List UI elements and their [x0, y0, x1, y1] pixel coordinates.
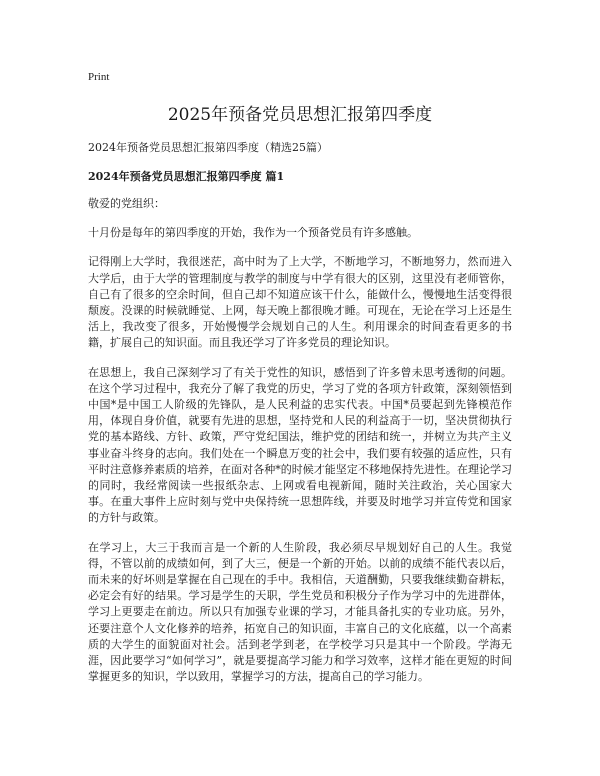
section-heading: 2024年预备党员思想汇报第四季度 篇1 [88, 170, 285, 183]
page-title: 2025年预备党员思想汇报第四季度 [167, 105, 433, 125]
paragraph-study: 在学习上，大三于我而言是一个新的人生阶段，我必须尽早规划好自己的人生。我觉得，不管以前的成绩如何，到了大三，便是一个新的开始。以前的成绩不能代表以后，而未来的好坏则是掌握在自己现在的手中。我相信，天道酬勤，只要我继续勤奋耕耘，必定会有好的结果。学习是学生的天职，学生党员和积极分子作为学习中的先进群体，学习上更要走在前边。所以只有加强专业课的学习，才能具备扎实的专业功底。另外，还要注意个人文化修养的培养，拓宽自己的知识面，丰富自己的文化底蕴，以一个高素质的大学生的面貌面对社会。活到老学到老，在学校学习只是其中一个阶段。学海无涯，因此要学习“如何学习”，就是要提高学习能力和学习效率，这样才能在更短的时间掌握更多的知识，学以致用，掌握学习的方法，提高自己的学习能力。 [88, 540, 512, 684]
document-subtitle: 2024年预备党员思想汇报第四季度（精选25篇） [88, 141, 328, 154]
document-page [88, 70, 512, 698]
paragraph-ideology: 在思想上，我自己深刻学习了有关于党性的知识，感悟到了许多曾未思考透彻的问题。在这个学习过程中，我充分了解了我党的历史，学习了党的各项方针政策，深刻领悟到中国*是中国工人阶级的先锋队，是人民利益的忠实代表。中国*员要起到先锋模范作用，体现自身价值，就要有先进的思想，坚持党和人民的利益高于一切，坚决贯彻执行党的基本路线、方针、政策，严守党纪国法，维护党的团结和统一，并树立为共产主义事业奋斗终身的志向。我们处在一个瞬息万变的社会中，我们要有较强的适应性，只有平时注意修养素质的培养，在面对各种*的时候才能坚定不移地保持先进性。在理论学习的同时，我经常阅读一些报纸杂志、上网或看电视新闻，随时关注政治，关心国家大事。在重大事件上应时刻与党中央保持统一思想阵线，并要及时地学习并宣传党和国家的方针与政策。 [88, 365, 512, 525]
paragraph-recollection: 记得刚上大学时，我很迷茫，高中时为了上大学，不断地学习，不断地努力，然而进入大学后，由于大学的管理制度与教学的制度与中学有很大的区别，这里没有老师管你，自己有了很多的空余时间，但自己却不知道应该干什么，能做什么，慢慢地生活变得很颓废。没课的时候就睡觉、上网，每天晚上都很晚才睡。可现在，无论在学习上还是生活上，我改变了很多，开始慢慢学会规划自己的人生。利用课余的时间查看更多的书籍，扩展自己的知识面。而且我还学习了许多党员的理论知识。 [88, 255, 512, 350]
print-link[interactable]: Print [88, 71, 110, 83]
paragraph-intro: 十月份是每年的第四季度的开始，我作为一个预备党员有许多感触。 [88, 226, 418, 240]
paragraph-salutation: 敬爱的党组织： [88, 197, 165, 210]
